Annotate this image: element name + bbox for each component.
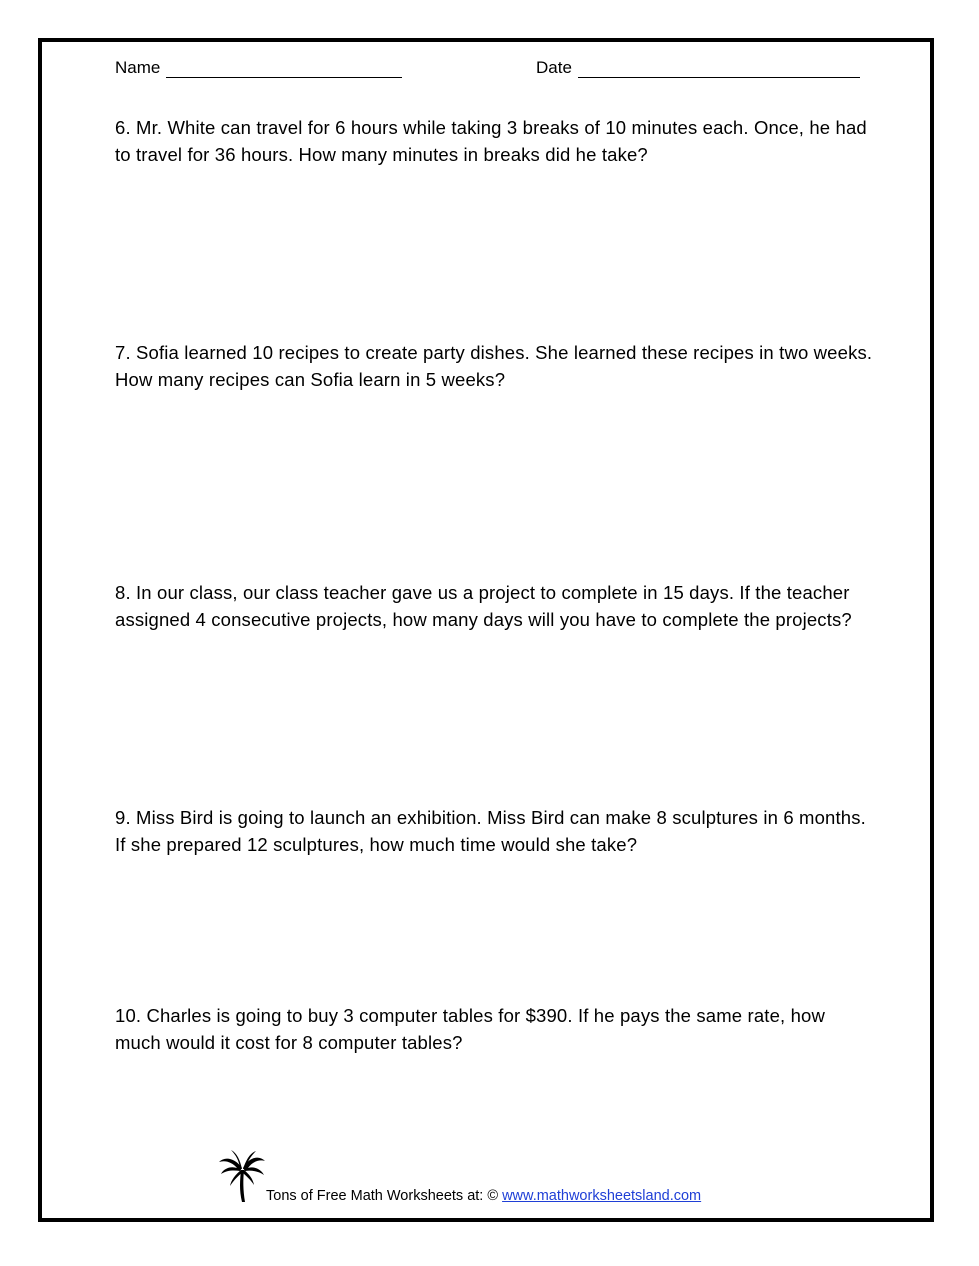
question-7: 7. Sofia learned 10 recipes to create party dishes. She learned these recipes in two weeks. How many recipes can Sofia learn in 5 weeks? [115, 342, 873, 390]
question-10: 10. Charles is going to buy 3 computer tables for $390. If he pays the same rate, how much would it cost for 8 computer tables? [115, 1005, 825, 1053]
footer-text [266, 1188, 701, 1204]
question-8: 8. In our class, our class teacher gave us a project to complete in 15 days. If the teacher assigned 4 consecutive projects, how many days will you have to complete the projects? [115, 582, 852, 630]
date-label: Date [536, 58, 572, 77]
footer-website-link[interactable]: www.mathworksheetsland.com [502, 1188, 702, 1204]
question-9: 9. Miss Bird is going to launch an exhibition. Miss Bird can make 8 sculptures in 6 months. If she prepared 12 sculptures, how much time would she take? [115, 807, 866, 855]
question-6: 6. Mr. White can travel for 6 hours while taking 3 breaks of 10 minutes each. Once, he had to travel for 36 hours. How many minutes in breaks did he take? [115, 117, 867, 165]
palm-tree-icon [215, 1148, 267, 1204]
footer [215, 1148, 815, 1208]
name-input-line[interactable] [166, 59, 402, 78]
name-field [115, 58, 402, 78]
date-field [536, 58, 860, 78]
footer-prefix: Tons of Free Math Worksheets at: © [266, 1188, 503, 1204]
date-input-line[interactable] [578, 59, 860, 78]
header-row [115, 58, 865, 82]
name-label: Name [115, 58, 161, 77]
